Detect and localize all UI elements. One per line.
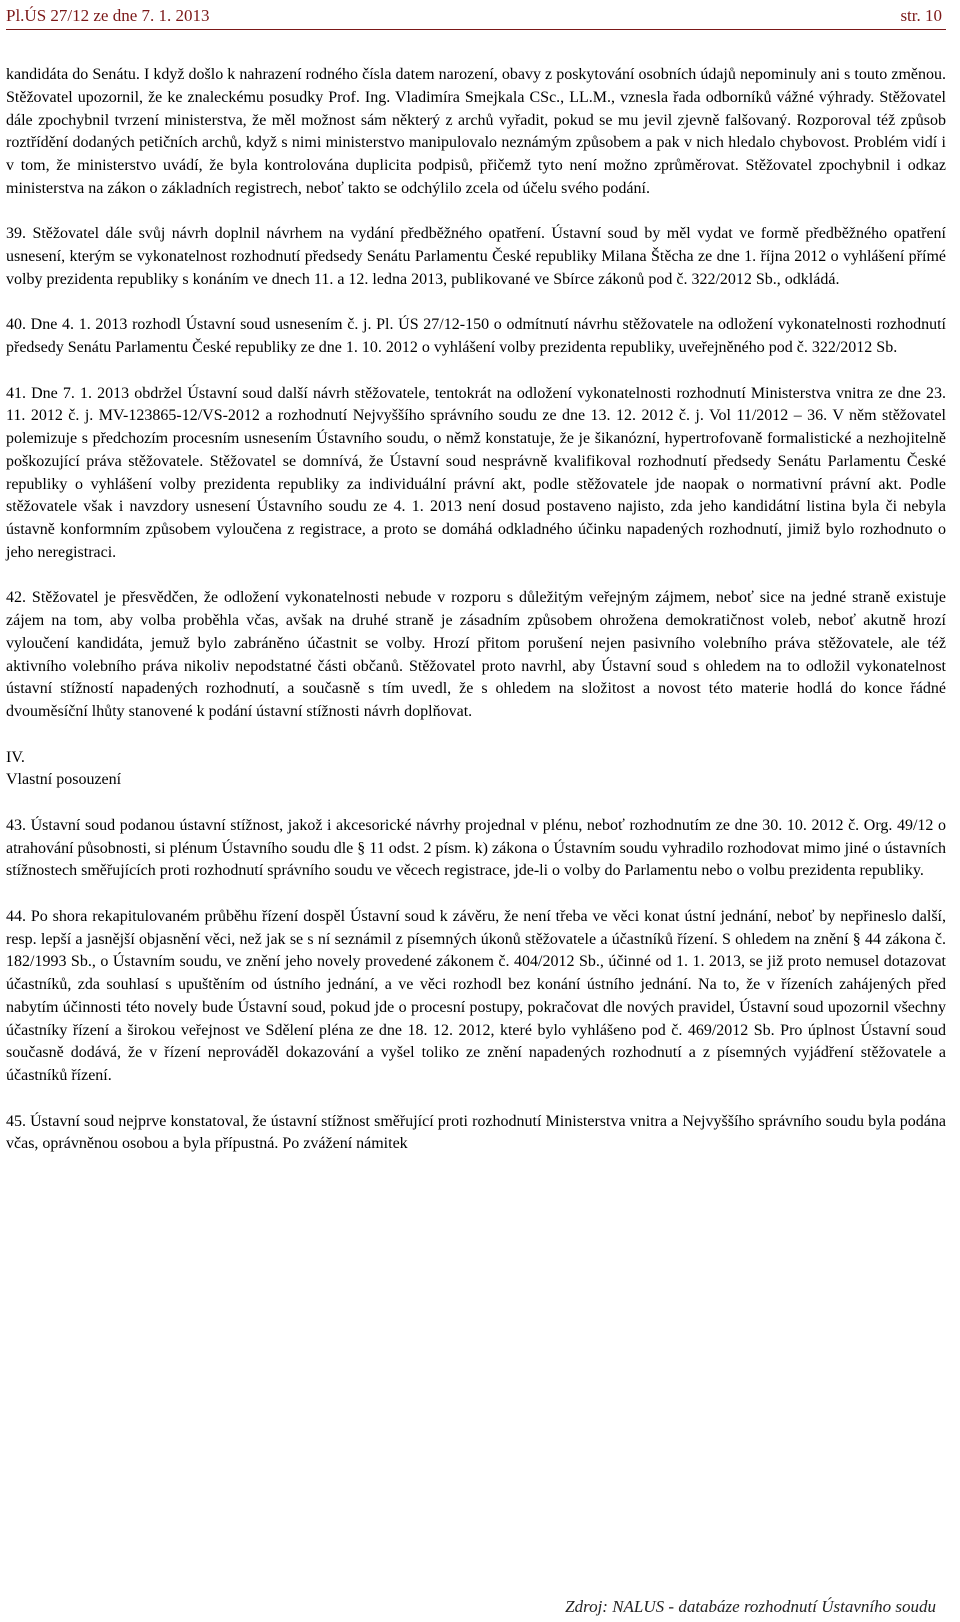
paragraph-45: 45. Ústavní soud nejprve konstatoval, že ústavní stížnost směřující proti rozhodnutí Ministerstva vnitra a Nejvyššího správního soudu byla podána včas, oprávněnou osobou a byla přípustná. Po zvážení námitek [6,1112,946,1153]
header-divider [6,29,946,30]
section-title: Vlastní posouzení [6,771,122,789]
paragraph-40: 40. Dne 4. 1. 2013 rozhodl Ústavní soud usnesením č. j. Pl. ÚS 27/12-150 o odmítnutí návrhu stěžovatele na odložení vykonatelnosti rozhodnutí předsedy Senátu Parlamentu České republiky ze dne 1. 10. 2012 o vyhlášení volby prezidenta republiky, uveřejněného pod č. 322/2012 Sb. [6,316,946,356]
case-reference: Pl.ÚS 27/12 ze dne 7. 1. 2013 [6,6,210,25]
paragraph-44: 44. Po shora rekapitulovaném průběhu řízení dospěl Ústavní soud k závěru, že není třeba ve věci konat ústní jednání, neboť by nepřineslo další, resp. lepší a jasnější objasnění věci, než jak se s ní seznámil z písemných úkonů stěžovatele a účastníků řízení. S ohledem na znění § 44 zákona č. 182/1993 Sb., o Ústavním soudu, ve znění jeho novely provedené zákonem č. 404/2012 Sb., účinné od 1. 1. 2013, se již proto nemusel dotazovat účastníků, zda souhlasí s upuštěním od ústního jednání, a ve věci rozhodl bez konání ústního jednání. Na to, že v řízeních zahájených před nabytím účinnosti této novely bude Ústavní soud, pokud jde o procesní postupy, pokračovat dle nových pravidel, Ústavní soud upozornil všechny účastníky řízení a širokou veřejnost ve Sdělení pléna ze dne 18. 12. 2012, které bylo vyhlášeno pod č. 469/2012 Sb. Pro úplnost Ústavní soud současně dodává, že v řízení neprováděl dokazování a vyšel toliko ze znění napadených rozhodnutí a z písemných vyjádření stěžovatele a účastníků řízení. [6,907,946,1084]
document-page [6,0,946,1622]
section-number: IV. [6,748,25,766]
paragraph-39: 39. Stěžovatel dále svůj návrh doplnil návrhem na vydání předběžného opatření. Ústavní soud by měl vydat ve formě předběžného opatření usnesení, kterým se vykonatelnost rozhodnutí předsedy Senátu Parlamentu České republiky Milana Štěcha ze dne 1. října 2012 o vyhlášení přímé volby prezidenta republiky s konáním ve dnech 11. a 12. ledna 2013, publikované ve Sbírce zákonů pod č. 322/2012 Sb., odkládá. [6,225,946,288]
document-body [6,64,946,1179]
page-number: str. 10 [900,6,942,25]
page-header [6,3,946,29]
paragraph-41: 41. Dne 7. 1. 2013 obdržel Ústavní soud další návrh stěžovatele, tentokrát na odložení vykonatelnosti rozhodnutí Ministerstva vnitra ze dne 23. 11. 2012 č. j. MV-123865-12/VS-2012 a rozhodnutí Nejvyššího správního soudu ze dne 13. 12. 2012 č. j. Vol 11/2012 – 36. V něm stěžovatel polemizuje s předchozím procesním usnesením Ústavního soudu, o němž konstatuje, že je šikanózní, hypertrofovaně formalistické a nezhojitelně poškozující práva stěžovatele. Stěžovatel se domnívá, že Ústavní soud nesprávně kvalifikoval rozhodnutí předsedy Senátu Parlamentu České republiky o vyhlášení volby prezidenta republiky za individuální právní akt, podle stěžovatele jde naopak o normativní právní akt. Podle stěžovatele však i navzdory usnesení Ústavního soudu ze 4. 1. 2013 není dosud postaveno najisto, zda jeho kandidátní listina byla či nebyla ústavně konformním způsobem vyloučena z registrace, a proto se domáhá odkladného účinku napadených rozhodnutí, jimiž bylo rozhodnuto o jeho neregistraci. [6,384,946,561]
paragraph: kandidáta do Senátu. I když došlo k nahrazení rodného čísla datem narození, obavy z poskytování osobních údajů nepominuly ani s touto změnou. Stěžovatel upozornil, že ke znaleckému posudky Prof. Ing. Vladimíra Smejkala CSc., LL.M., vznesla řada odborníků vážné výhrady. Stěžovatel dále zpochybnil tvrzení ministerstva, že měl možnost sám některý z archů vyřadit, pokud se mu jevil zjevně falšovaný. Rozporoval též způsob roztřídění dodaných petičních archů, když s nimi ministerstvo manipulovalo neznámým způsobem a pak v nich hledalo chybovost. Problém vidí i v tom, že ministerstvo uvádí, že byla kontrolována duplicita podpisů, přičemž tyto není možno zprůměrovat. Stěžovatel zpochybnil i odkaz ministerstva na zákon o základních registrech, neboť takto se odchýlilo zcela od účelu svého podání. [6,66,946,197]
paragraph-43: 43. Ústavní soud podanou ústavní stížnost, jakož i akcesorické návrhy projednal v plénu, neboť rozhodnutím ze dne 30. 10. 2012 č. Org. 49/12 o atrahování působnosti, si plénum Ústavního soudu dle § 11 odst. 2 písm. k) zákona o Ústavním soudu vyhradilo rozhodovat mimo jiné o ústavních stížnostech směřujících proti rozhodnutí správního soudu ve věcech registrace, jde-li o volby do Parlamentu nebo o volbu prezidenta republiky. [6,816,946,880]
source-footer: Zdroj: NALUS - databáze rozhodnutí Ústavního soudu [565,1597,936,1616]
paragraph-42: 42. Stěžovatel je přesvědčen, že odložení vykonatelnosti nebude v rozporu s důležitým veřejným zájmem, neboť sice na jedné straně existuje zájem na tom, aby volba proběhla včas, avšak na druhé straně je zásadním způsobem ohrožena demokratičnost voleb, neboť akutně hrozí vyloučení kandidáta, jemuž bylo zabráněno účastnit se volby. Hrozí přitom porušení nejen pasivního volebního práva stěžovatele, ale též aktivního volebního práva nikoliv nepodstatné části občanů. Stěžovatel proto navrhl, aby Ústavní soud s ohledem na to odložil vykonatelnost ústavní stížností napadených rozhodnutí, a současně s tím uvedl, že s ohledem na složitost a novost této materie hodlá do konce řádné dvouměsíční lhůty stanovené k podání ústavní stížnosti návrh doplňovat. [6,589,946,720]
